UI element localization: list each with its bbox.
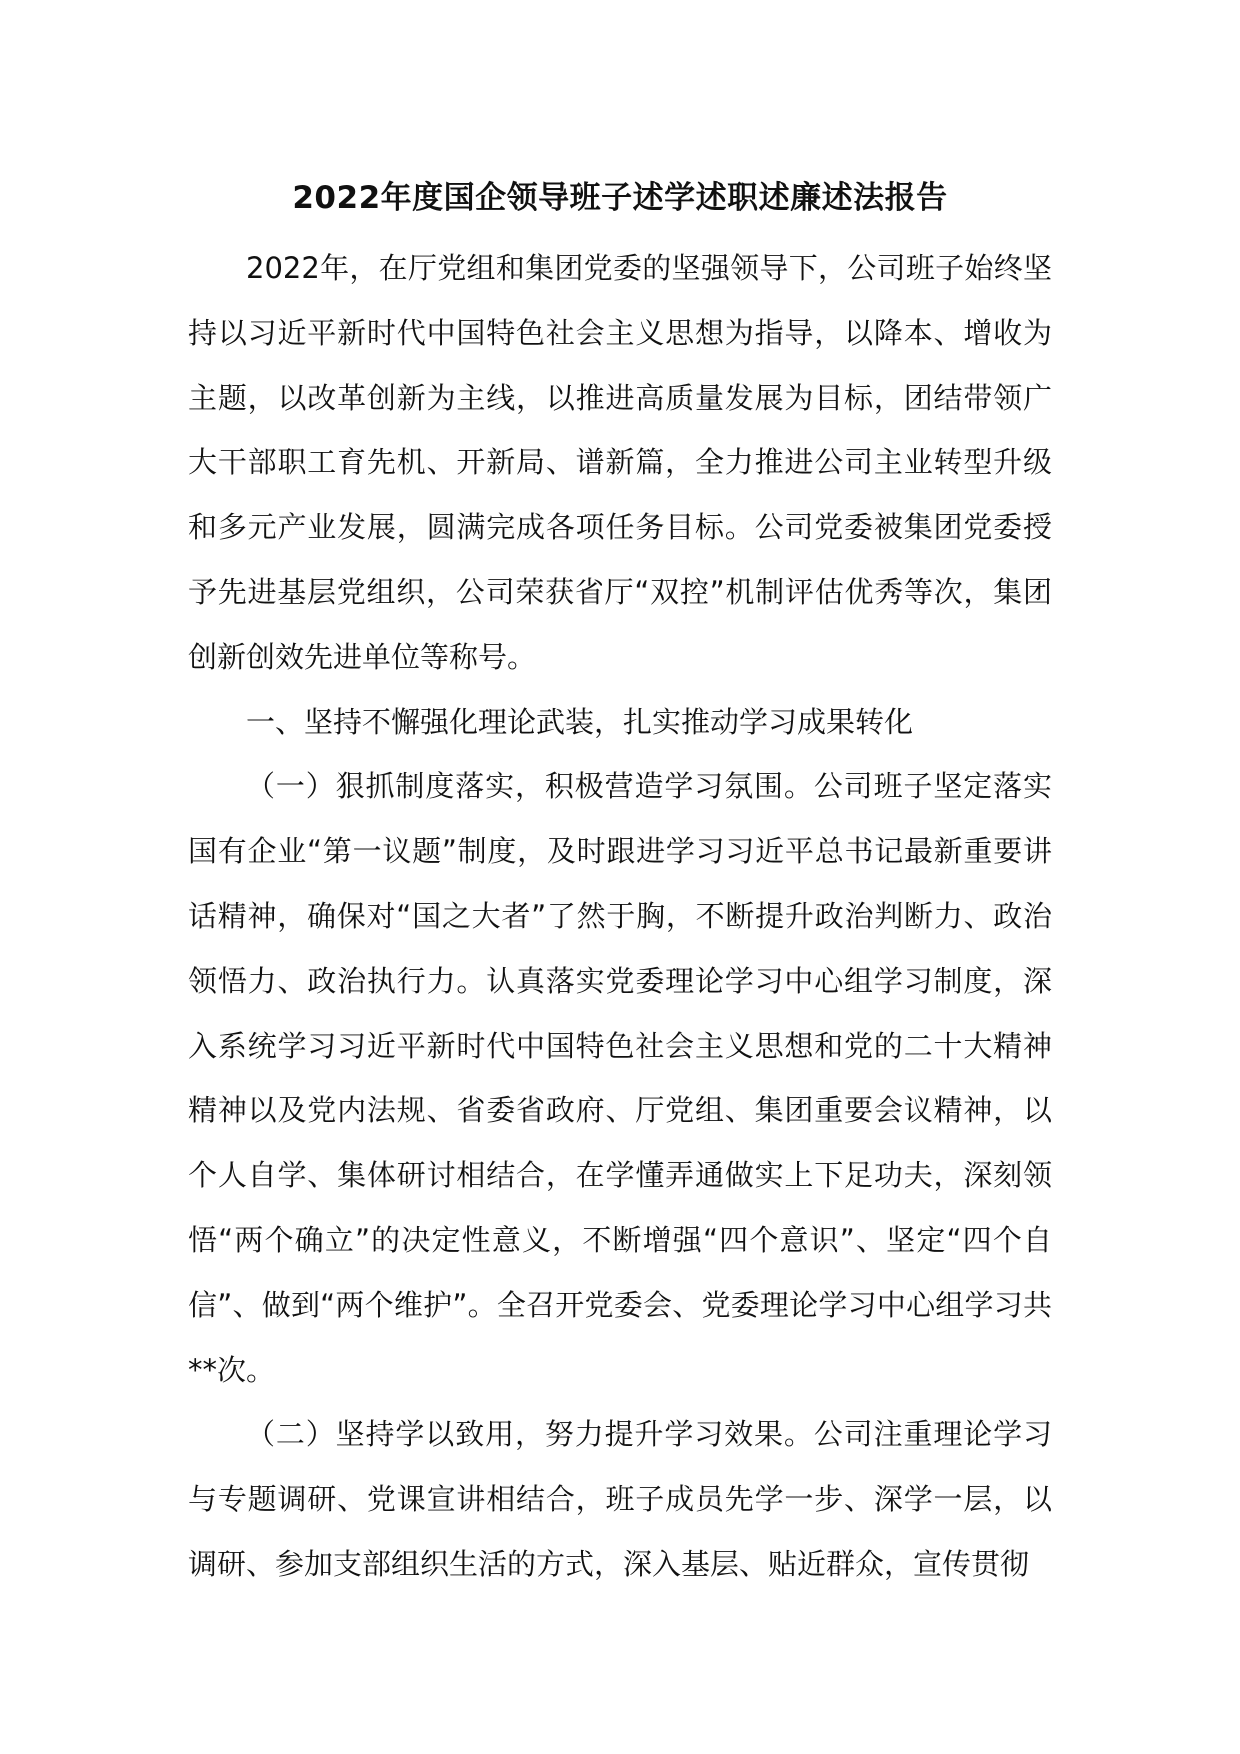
subsection-paragraph: （一）狠抓制度落实，积极营造学习氛围。公司班子坚定落实国有企业“第一议题”制度，及时跟进学习习近平总书记最新重要讲话精神，确保对“国之大者”了然于胸，不断提升政治判断力、政治领悟力、政治执行力。认真落实党委理论学习中心组学习制度，深入系统学习习近平新时代中国特色社会主义思想和党的二十大精神精神以及党内法规、省委省政府、厅党组、集团重要会议精神，以个人自学、集体研讨相结合，在学懂弄通做实上下足功夫，深刻领悟“两个确立”的决定性意义，不断增强“四个意识”、坚定“四个自信”、做到“两个维护”。全召开党委会、党委理论学习中心组学习共**次。 xyxy=(188,769,1052,1387)
subsection-paragraph: （二）坚持学以致用，努力提升学习效果。公司注重理论学习与专题调研、党课宣讲相结合，班子成员先学一步、深学一层，以调研、参加支部组织生活的方式，深入基层、贴近群众，宣传贯彻 xyxy=(188,1417,1052,1581)
document-title: 2022年度国企领导班子述学述职述廉述法报告 xyxy=(292,180,948,216)
section-heading: 一、坚持不懈强化理论武装，扎实推动学习成果转化 xyxy=(246,704,914,739)
document-body xyxy=(188,236,1052,1597)
intro-paragraph: 2022年，在厅党组和集团党委的坚强领导下，公司班子始终坚持以习近平新时代中国特色社会主义思想为指导，以降本、增收为主题，以改革创新为主线，以推进高质量发展为目标，团结带领广大干部职工育先机、开新局、谱新篇，全力推进公司主业转型升级和多元产业发展，圆满完成各项任务目标。公司党委被集团党委授予先进基层党组织，公司荣获省厅“双控”机制评估优秀等次，集团创新创效先进单位等称号。 xyxy=(188,251,1052,674)
